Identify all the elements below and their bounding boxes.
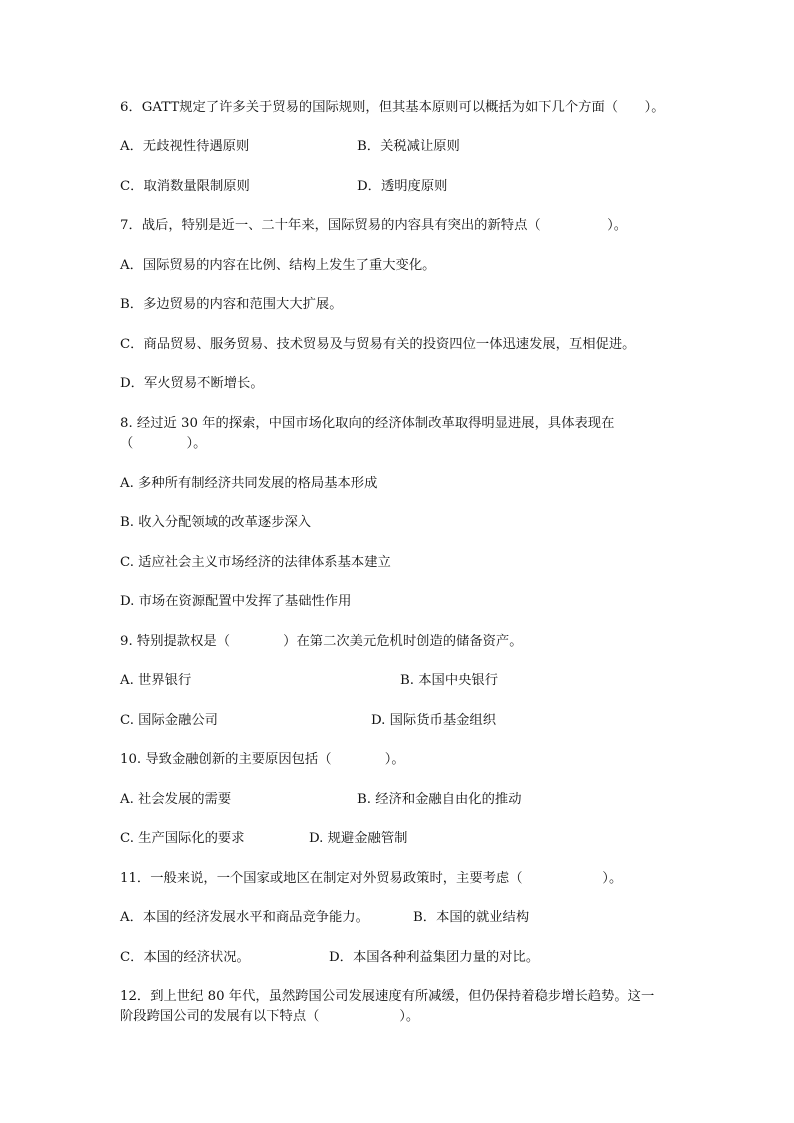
question-6-stem: 6．GATT规定了许多关于贸易的国际规则，但其基本原则可以概括为如下几个方面（ ）。 bbox=[120, 100, 665, 115]
question-7-option-a: A．国际贸易的内容在比例、结构上发生了重大变化。 bbox=[120, 258, 436, 273]
question-9-option-b: B. 本国中央银行 bbox=[400, 673, 499, 688]
question-10-option-c: C. 生产国际化的要求 bbox=[120, 831, 245, 846]
question-8-option-c: C. 适应社会主义市场经济的法律体系基本建立 bbox=[120, 555, 391, 570]
question-6-option-d: D．透明度原则 bbox=[357, 179, 448, 194]
question-9-option-d: D. 国际货币基金组织 bbox=[371, 713, 497, 728]
question-9-option-a: A. 世界银行 bbox=[120, 673, 192, 688]
question-12-stem-line2: 阶段跨国公司的发展有以下特点（ ）。 bbox=[120, 1009, 420, 1024]
question-8-option-a: A. 多种所有制经济共同发展的格局基本形成 bbox=[120, 476, 378, 491]
question-8-stem-line1: 8. 经过近 30 年的探索，中国市场化取向的经济体制改革取得明显进展，具体表现在 bbox=[120, 416, 615, 431]
question-11-option-c: C．本国的经济状况。 bbox=[120, 950, 250, 965]
question-6-option-c: C．取消数量限制原则 bbox=[120, 179, 250, 194]
question-6-option-b: B．关税减让原则 bbox=[357, 139, 460, 154]
question-8-stem-line2: （ ）。 bbox=[120, 436, 207, 451]
question-6-option-a: A．无歧视性待遇原则 bbox=[120, 139, 250, 154]
question-10-stem: 10. 导致金融创新的主要原因包括（ ）。 bbox=[120, 752, 405, 767]
question-11-option-d: D．本国各种利益集团力量的对比。 bbox=[329, 950, 540, 965]
question-11-stem: 11．一般来说，一个国家或地区在制定对外贸易政策时，主要考虑（ ）。 bbox=[120, 871, 623, 886]
question-9-stem: 9. 特别提款权是（ ）在第二次美元危机时创造的储备资产。 bbox=[120, 634, 523, 649]
question-11-option-b: B．本国的就业结构 bbox=[413, 910, 530, 925]
question-7-option-d: D．军火贸易不断增长。 bbox=[120, 376, 264, 391]
question-10-option-d: D. 规避金融管制 bbox=[309, 831, 408, 846]
question-9-option-c: C. 国际金融公司 bbox=[120, 713, 218, 728]
question-10-option-b: B. 经济和金融自由化的推动 bbox=[357, 792, 522, 807]
question-7-option-c: C．商品贸易、服务贸易、技术贸易及与贸易有关的投资四位一体迅速发展，互相促进。 bbox=[120, 337, 636, 352]
question-10-option-a: A. 社会发展的需要 bbox=[120, 792, 232, 807]
question-8-option-d: D. 市场在资源配置中发挥了基础性作用 bbox=[120, 594, 352, 609]
question-7-option-b: B．多边贸易的内容和范围大大扩展。 bbox=[120, 297, 343, 312]
question-8-option-b: B. 收入分配领域的改革逐步深入 bbox=[120, 515, 312, 530]
question-7-stem: 7．战后，特别是近一、二十年来，国际贸易的内容具有突出的新特点（ ）。 bbox=[120, 218, 628, 233]
question-12-stem-line1: 12．到上世纪 80 年代，虽然跨国公司发展速度有所减缓，但仍保持着稳步增长趋势。这一 bbox=[120, 989, 655, 1004]
question-11-option-a: A．本国的经济发展水平和商品竞争能力。 bbox=[120, 910, 369, 925]
